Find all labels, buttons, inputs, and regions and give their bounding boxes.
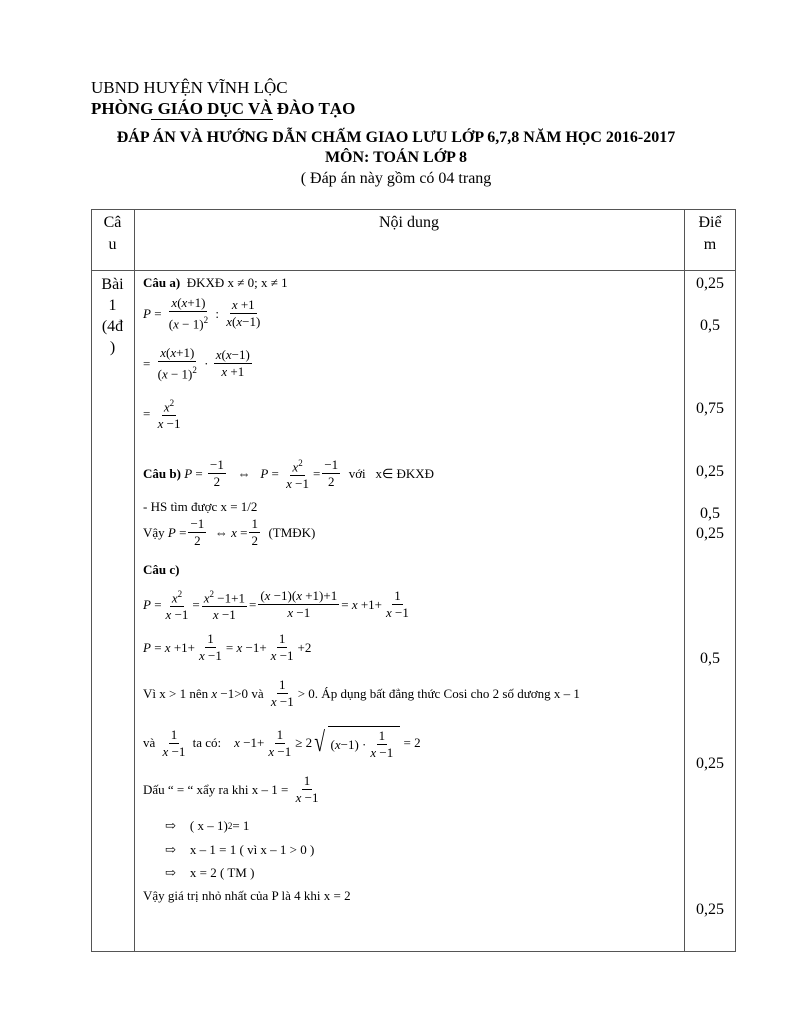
header-authority: UBND HUYỆN VĨNH LỘC [91, 78, 288, 97]
part-c-label: Câu c) [143, 562, 180, 577]
part-c-step3-text: x = 2 ( TM ) [189, 865, 255, 880]
implies-arrow-icon: ⇨ [165, 818, 176, 833]
header-points-part2: m [703, 236, 717, 253]
part-c-since-text: Vì x > 1 nên [143, 685, 209, 701]
part-c-expr2: P = x +1+ $\frac{1}{x -1}$ = x −1+ $\frac{1}{x -1}$ +2 [143, 631, 312, 663]
points-6: 0,25 [696, 525, 724, 542]
part-a-label: Câu a) [143, 275, 181, 290]
part-b-set: x∈ ĐKXĐ [375, 465, 435, 481]
document-subject: MÔN: TOÁN LỚP 8 [324, 149, 468, 166]
part-c-eq-text: Dấu “ = “ xẩy ra khi x – 1 = [143, 781, 289, 797]
part-c-step3 [165, 865, 254, 881]
row-label [91, 274, 134, 358]
part-b-line3: Vậy P = $\frac{-1}{2}$ ⇔ x = $\frac{1}{2}$ (TMĐK) [143, 516, 316, 548]
header-points [684, 212, 736, 256]
header-question-part2: u [108, 236, 117, 253]
part-b-so: Vậy [143, 524, 165, 540]
part-c-equality: Dấu “ = “ xẩy ra khi x – 1 = $\frac{1}{x -1}$ [143, 773, 319, 805]
part-c-expr1: P = $\frac{x^2}{x -1}$ = $\frac{x^2 -1+1}{x -1}$ = $\frac{(x -1)(x +1)+1}{x -1}$ = x +1+ $\frac{1}{x -1}$ [143, 588, 409, 623]
points-5: 0,5 [700, 505, 720, 522]
implies-arrow-icon: ⇨ [165, 865, 176, 880]
header-question [91, 212, 134, 256]
part-c-cosi: và $\frac{1}{x -1}$ ta có: x −1+ $\frac{1}{x -1}$ ≥ 2 √ ( x −1) · $\frac{1}{x -1}$ = 2 [143, 726, 421, 760]
part-c-step2 [165, 842, 314, 858]
part-a-condition: ĐKXĐ x ≠ 0; x ≠ 1 [186, 275, 288, 290]
part-c-apply: > 0. Áp dụng bất đẳng thức Cosi cho 2 số dương x – 1 [297, 685, 580, 701]
document-note: ( Đáp án này gồm có 04 trang [300, 170, 492, 187]
document-title: ĐÁP ÁN VÀ HƯỚNG DẪN CHẤM GIAO LƯU LỚP 6,7,8 NĂM HỌC 2016-2017 [116, 129, 676, 146]
part-c-step1-tail: = 1 [232, 818, 250, 833]
part-c-step1-text: ( x – 1) [189, 818, 228, 833]
points-8: 0,25 [696, 755, 724, 772]
col-divider-1 [134, 209, 135, 952]
part-c-and2: và [143, 735, 156, 750]
part-c-have: ta có: [192, 735, 222, 750]
part-b-with: với [348, 465, 366, 481]
part-c-conclusion: Vậy giá trị nhỏ nhất của P là 4 khi x = 2 [143, 888, 351, 903]
part-c-and: và [251, 685, 264, 701]
department-underline [151, 119, 273, 120]
header-question-part1: Câ [103, 214, 122, 231]
part-b-line1: Câu b) P = $\frac{-1}{2}$ ⇔ P = $\frac{x^2}{x -1}$ = $\frac{-1}{2}$ với x∈ ĐKXĐ [143, 457, 435, 492]
part-b-tm: (TMĐK) [268, 524, 316, 540]
points-1: 0,25 [696, 275, 724, 292]
part-a-expr2: = $\frac{x(x+1)}{(x - 1)^2}$ · $\frac{x(x-1)}{x +1}$ [143, 345, 250, 382]
part-c-step2-text: x – 1 = 1 ( vì x – 1 > 0 ) [189, 842, 315, 857]
header-department: PHÒNG GIÁO DỤC VÀ ĐÀO TẠO [91, 99, 356, 118]
points-4: 0,25 [696, 463, 724, 480]
points-7: 0,5 [700, 650, 720, 667]
header-content: Nội dung [379, 214, 439, 231]
part-c-step1: ⇨ ( x – 1) 2 = 1 [165, 818, 250, 833]
header-divider [91, 270, 736, 271]
part-c-since: Vì x > 1 nên x −1>0 và $\frac{1}{x -1}$ > 0. Áp dụng bất đẳng thức Cosi cho 2 số dương x – 1 [143, 677, 580, 709]
part-b-find: - HS tìm được x = 1/2 [143, 499, 258, 514]
row-label-part1: Bài [101, 276, 124, 293]
row-label-part4: ) [109, 339, 116, 356]
header-points-part1: Điể [698, 214, 722, 231]
part-a-line [143, 275, 288, 291]
row-label-part3: (4đ [101, 318, 124, 335]
implies-arrow-icon: ⇨ [165, 842, 176, 857]
row-label-part2: 1 [108, 297, 117, 314]
part-b-label: Câu b) [143, 465, 181, 481]
points-2: 0,5 [700, 317, 720, 334]
part-a-expr1: P = $\frac{x(x+1)}{(x - 1)^2}$ : $\frac{x +1}{x(x-1)}$ [143, 295, 261, 332]
points-9: 0,25 [696, 901, 724, 918]
points-3: 0,75 [696, 400, 724, 417]
part-a-expr3: = $\frac{x^2}{x -1}$ [143, 398, 181, 432]
